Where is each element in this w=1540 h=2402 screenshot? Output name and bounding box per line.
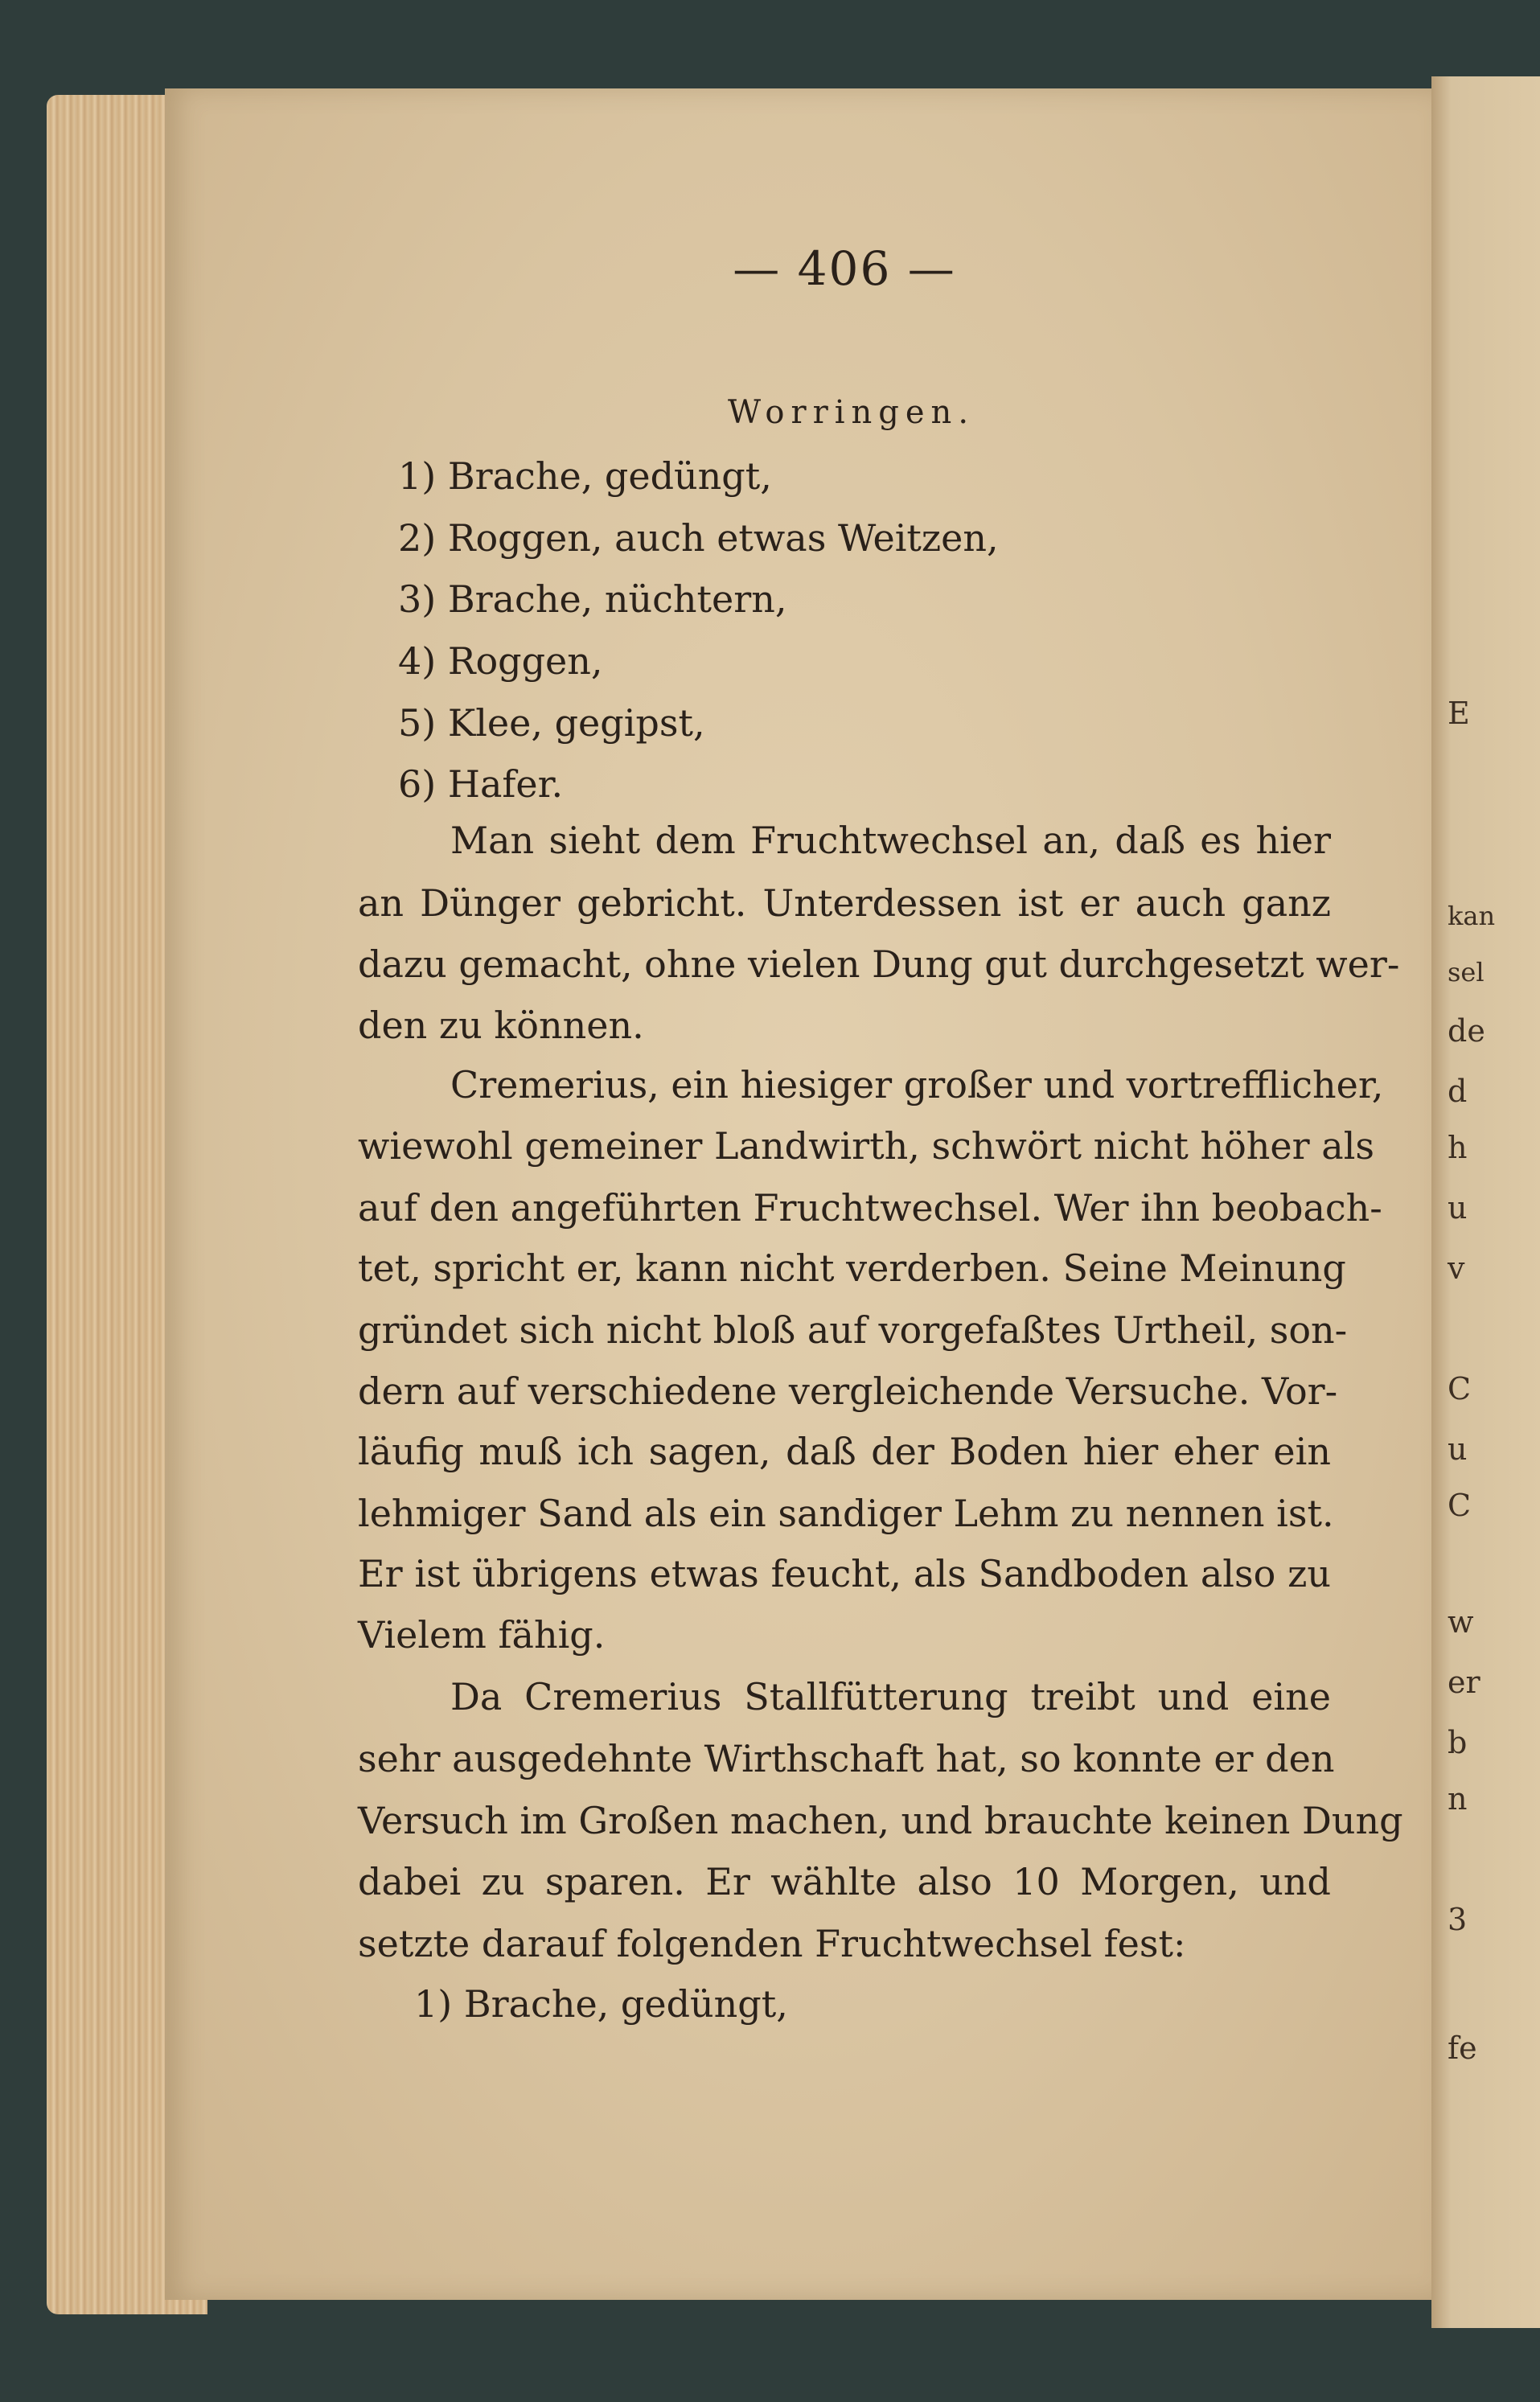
list-item: 6) Hafer. [398,762,564,806]
next-page-fragment: 3 [1448,1902,1468,1937]
paragraph-line: gründet sich nicht bloß auf vorgefaßtes Urtheil, son- [358,1308,1348,1352]
paragraph-line: dabei zu sparen. Er wählte also 10 Morgen, und [358,1860,1331,1903]
paragraph-line: lehmiger Sand als ein sandiger Lehm zu nennen ist. [358,1492,1334,1535]
next-page-fragment: u [1448,1190,1468,1226]
next-page-fragment: b [1448,1725,1468,1760]
list-item: 4) Roggen, [398,639,603,683]
section-heading: Worringen. [728,394,975,431]
next-page-fragment: h [1448,1130,1468,1165]
paragraph-line: den zu können. [358,1004,644,1047]
paragraph-line: tet, spricht er, kann nicht verderben. Seine Meinung [358,1246,1346,1290]
paragraph-line: sehr ausgedehnte Wirthschaft hat, so konnte er den [358,1737,1335,1780]
paragraph-line: wiewohl gemeiner Landwirth, schwört nicht höher als [358,1124,1375,1168]
next-page-fragment: d [1448,1074,1468,1109]
next-page-fragment: w [1448,1604,1474,1640]
paragraph-line: dern auf verschiedene vergleichende Versuche. Vor- [358,1369,1338,1413]
paragraph-line: Cremerius, ein hiesiger großer und vortrefflicher, [450,1063,1384,1107]
next-page-fragment: fe [1448,2030,1477,2066]
next-page-fragment: u [1448,1431,1468,1467]
paragraph-line: Man sieht dem Fruchtwechsel an, daß es hier [450,819,1331,862]
paragraph-line: läufig muß ich sagen, daß der Boden hier eher ein [358,1430,1331,1473]
paragraph-line: setzte darauf folgenden Fruchtwechsel fest: [358,1922,1186,1965]
list-item: 3) Brache, nüchtern, [398,577,787,621]
next-page-fragment: er [1448,1665,1480,1700]
next-page-fragment: C [1448,1488,1472,1523]
next-page-fragment: de [1448,1013,1485,1049]
paragraph-line: dazu gemacht, ohne vielen Dung gut durchgesetzt wer- [358,942,1400,986]
list-item: 1) Brache, gedüngt, [398,454,772,498]
next-page-fragment: v [1448,1250,1465,1286]
next-page-fragment: E [1448,696,1470,731]
list-item: 2) Roggen, auch etwas Weitzen, [398,516,999,560]
paragraph-line: Versuch im Großen machen, und brauchte keinen Dung [358,1799,1403,1842]
page-number: — 406 — [733,241,956,296]
next-page-fragment: sel [1448,957,1485,987]
paragraph-line: auf den angeführten Fruchtwechsel. Wer ihn beobach- [358,1186,1382,1230]
list-item: 1) Brache, gedüngt, [414,1982,788,2026]
paragraph-line: Da Cremerius Stallfütterung treibt und eine [450,1675,1331,1718]
paragraph-line: Vielem fähig. [358,1613,606,1657]
next-page-edge [1431,76,1540,2328]
list-item: 5) Klee, gegipst, [398,701,705,745]
next-page-fragment: n [1448,1781,1468,1817]
paragraph-line: an Dünger gebricht. Unterdessen ist er auch ganz [358,881,1331,925]
paragraph-line: Er ist übrigens etwas feucht, als Sandboden also zu [358,1552,1331,1595]
next-page-fragment: kan [1448,901,1496,931]
next-page-fragment: C [1448,1371,1472,1406]
